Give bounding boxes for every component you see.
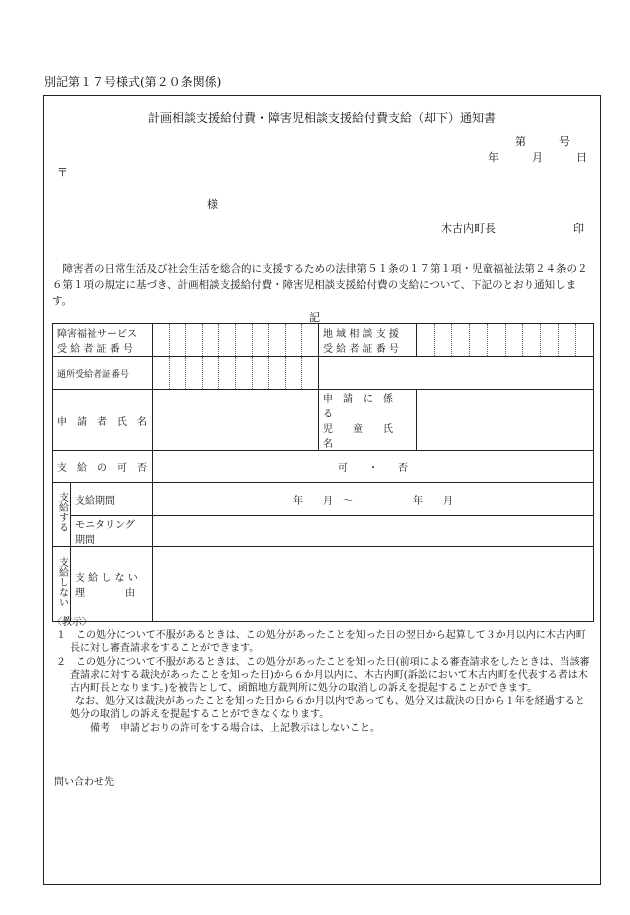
seal-label: 印 bbox=[573, 222, 584, 235]
regional-cert-number-boxes[interactable] bbox=[417, 324, 594, 357]
table-row bbox=[53, 516, 594, 547]
issuer-name: 木古内町長 bbox=[441, 222, 496, 235]
monitoring-value[interactable] bbox=[153, 516, 594, 547]
instruction-note: なお、処分又は裁決があったことを知った日から６か月以内であっても、処分又は裁決の日から１年を経過すると処分の取消しの訴えを提起することができなくなります。 bbox=[70, 696, 585, 721]
table-row bbox=[53, 483, 594, 516]
notice-table bbox=[52, 323, 594, 622]
facility-cert-number-boxes[interactable] bbox=[153, 357, 319, 390]
instruction-item-2: ２ この処分について不服があるときは、この処分があったことを知った日(前項による審査請求をしたときは、当該審査請求に対する裁決があったことを知った日)から６か月以内に、木古内町(訴訟において木古内町を代表する者は木古内町長となります。)を被告として、函館地方裁判所に処分の取消しの訴えを提起することができます。 bbox=[56, 656, 590, 695]
notice-frame bbox=[43, 95, 601, 885]
period-label: 支給期間 bbox=[71, 483, 153, 516]
approval-label: 支 給 の 可 否 bbox=[53, 451, 153, 483]
instruction-item-1: １ この処分について不服があるときは、この処分があったことを知った日の翌日から起算して３か月以内に木古内町長に対し審査請求をすることができます。 bbox=[56, 630, 586, 655]
postal-mark: 〒 bbox=[57, 166, 68, 179]
notice-body: 障害者の日常生活及び社会生活を総合的に支援するための法律第５１条の１７第１項・児童福祉法第２４条の２６第１項の規定に基づき、計画相談支援給付費・障害児相談支援給付費の支給について、下記のとおり通知します。 bbox=[52, 263, 588, 307]
period-value[interactable]: 年 月 〜 年 月 bbox=[153, 483, 594, 516]
nogrant-side-label: 支給しない bbox=[53, 547, 71, 622]
child-name-label: 申 請 に 係 る 児 童 氏 名 bbox=[319, 390, 417, 451]
instructions-section bbox=[52, 616, 592, 735]
monitoring-label: モニタリング 期間 bbox=[71, 516, 153, 547]
table-row bbox=[53, 357, 594, 390]
table-row bbox=[53, 451, 594, 483]
facility-cert-label: 通所受給者証番号 bbox=[53, 357, 153, 390]
reason-value[interactable] bbox=[153, 547, 594, 622]
notice-title: 計画相談支援給付費・障害児相談支援給付費支給（却下）通知書 bbox=[147, 111, 496, 125]
table-row bbox=[53, 547, 594, 622]
ki-label: 記 bbox=[309, 311, 320, 324]
table-row bbox=[53, 390, 594, 451]
facility-cert-blank bbox=[319, 357, 594, 390]
inquiry-label: 問い合わせ先 bbox=[54, 777, 114, 788]
document-date-label: 年 月 日 bbox=[488, 151, 587, 164]
child-name-field[interactable] bbox=[417, 390, 594, 451]
approval-value[interactable]: 可 ・ 否 bbox=[153, 451, 594, 483]
applicant-name-label: 申 請 者 氏 名 bbox=[53, 390, 153, 451]
addressee-suffix: 様 bbox=[207, 198, 218, 211]
applicant-name-field[interactable] bbox=[153, 390, 319, 451]
table-row bbox=[53, 324, 594, 357]
service-cert-number-boxes[interactable] bbox=[153, 324, 319, 357]
regional-support-label: 地 域 相 談 支 援 受 給 者 証 番 号 bbox=[319, 324, 417, 357]
reason-label: 支 給 し な い 理 由 bbox=[71, 547, 153, 622]
form-number-label: 別記第１７号様式(第２０条関係) bbox=[44, 75, 222, 89]
instructions-heading: 〈教示〉 bbox=[52, 617, 92, 628]
service-cert-label: 障害福祉サービス 受 給 者 証 番 号 bbox=[53, 324, 153, 357]
document-number-label: 第 号 bbox=[515, 135, 570, 148]
instruction-remark: 備考 申請どおりの許可をする場合は、上記教示はしないこと。 bbox=[90, 722, 380, 734]
grant-side-label: 支給する bbox=[53, 483, 71, 547]
